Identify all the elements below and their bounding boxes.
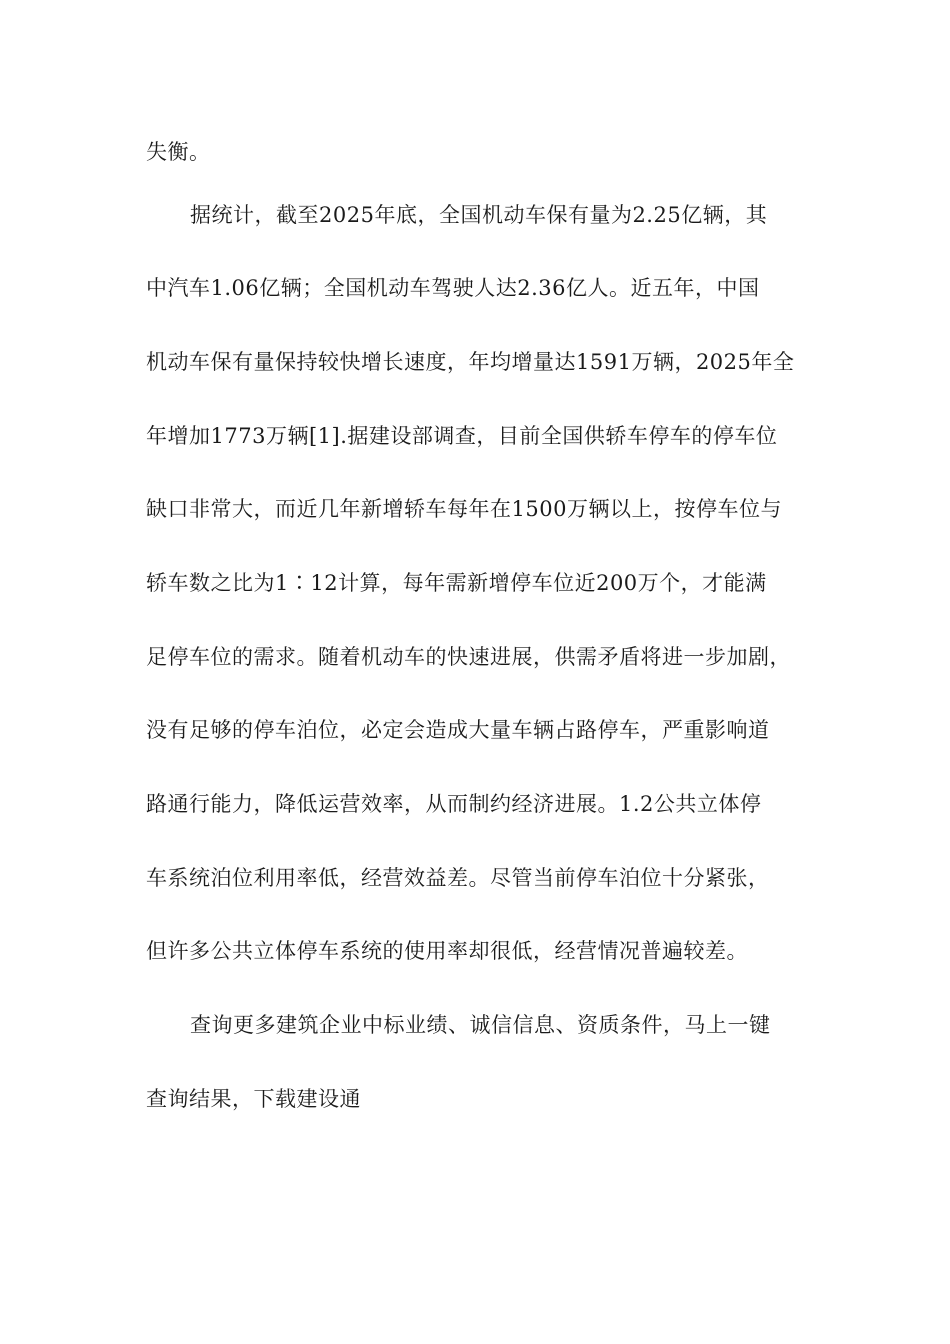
text-line: 中汽车1.06亿辆；全国机动车驾驶人达2.36亿人。近五年，中国 <box>146 276 760 300</box>
text-line: 轿车数之比为1∶12计算，每年需新增停车位近200万个，才能满 <box>146 571 767 595</box>
text-line: 但许多公共立体停车系统的使用率却很低，经营情况普遍较差。 <box>146 939 748 963</box>
text-line: 足停车位的需求。随着机动车的快速进展，供需矛盾将进一步加剧， <box>146 645 791 669</box>
text-line: 路通行能力，降低运营效率，从而制约经济进展。1.2公共立体停 <box>146 792 762 816</box>
text-line: 机动车保有量保持较快增长速度，年均增量达1591万辆，2025年全 <box>146 350 795 374</box>
text-line: 车系统泊位利用率低，经营效益差。尽管当前停车泊位十分紧张， <box>146 866 770 890</box>
text-line: 年增加1773万辆[1].据建设部调查，目前全国供轿车停车的停车位 <box>146 424 778 448</box>
paragraph-start-line: 查询更多建筑企业中标业绩、诚信信息、资质条件，马上一键 <box>190 1013 771 1037</box>
text-line: 查询结果，下载建设通 <box>146 1087 361 1111</box>
text-line: 没有足够的停车泊位，必定会造成大量车辆占路停车，严重影响道 <box>146 718 770 742</box>
text-line: 缺口非常大，而近几年新增轿车每年在1500万辆以上，按停车位与 <box>146 497 782 521</box>
paragraph-start-line: 据统计，截至2025年底，全国机动车保有量为2.25亿辆，其 <box>190 203 768 227</box>
text-line: 失衡。 <box>146 140 211 164</box>
